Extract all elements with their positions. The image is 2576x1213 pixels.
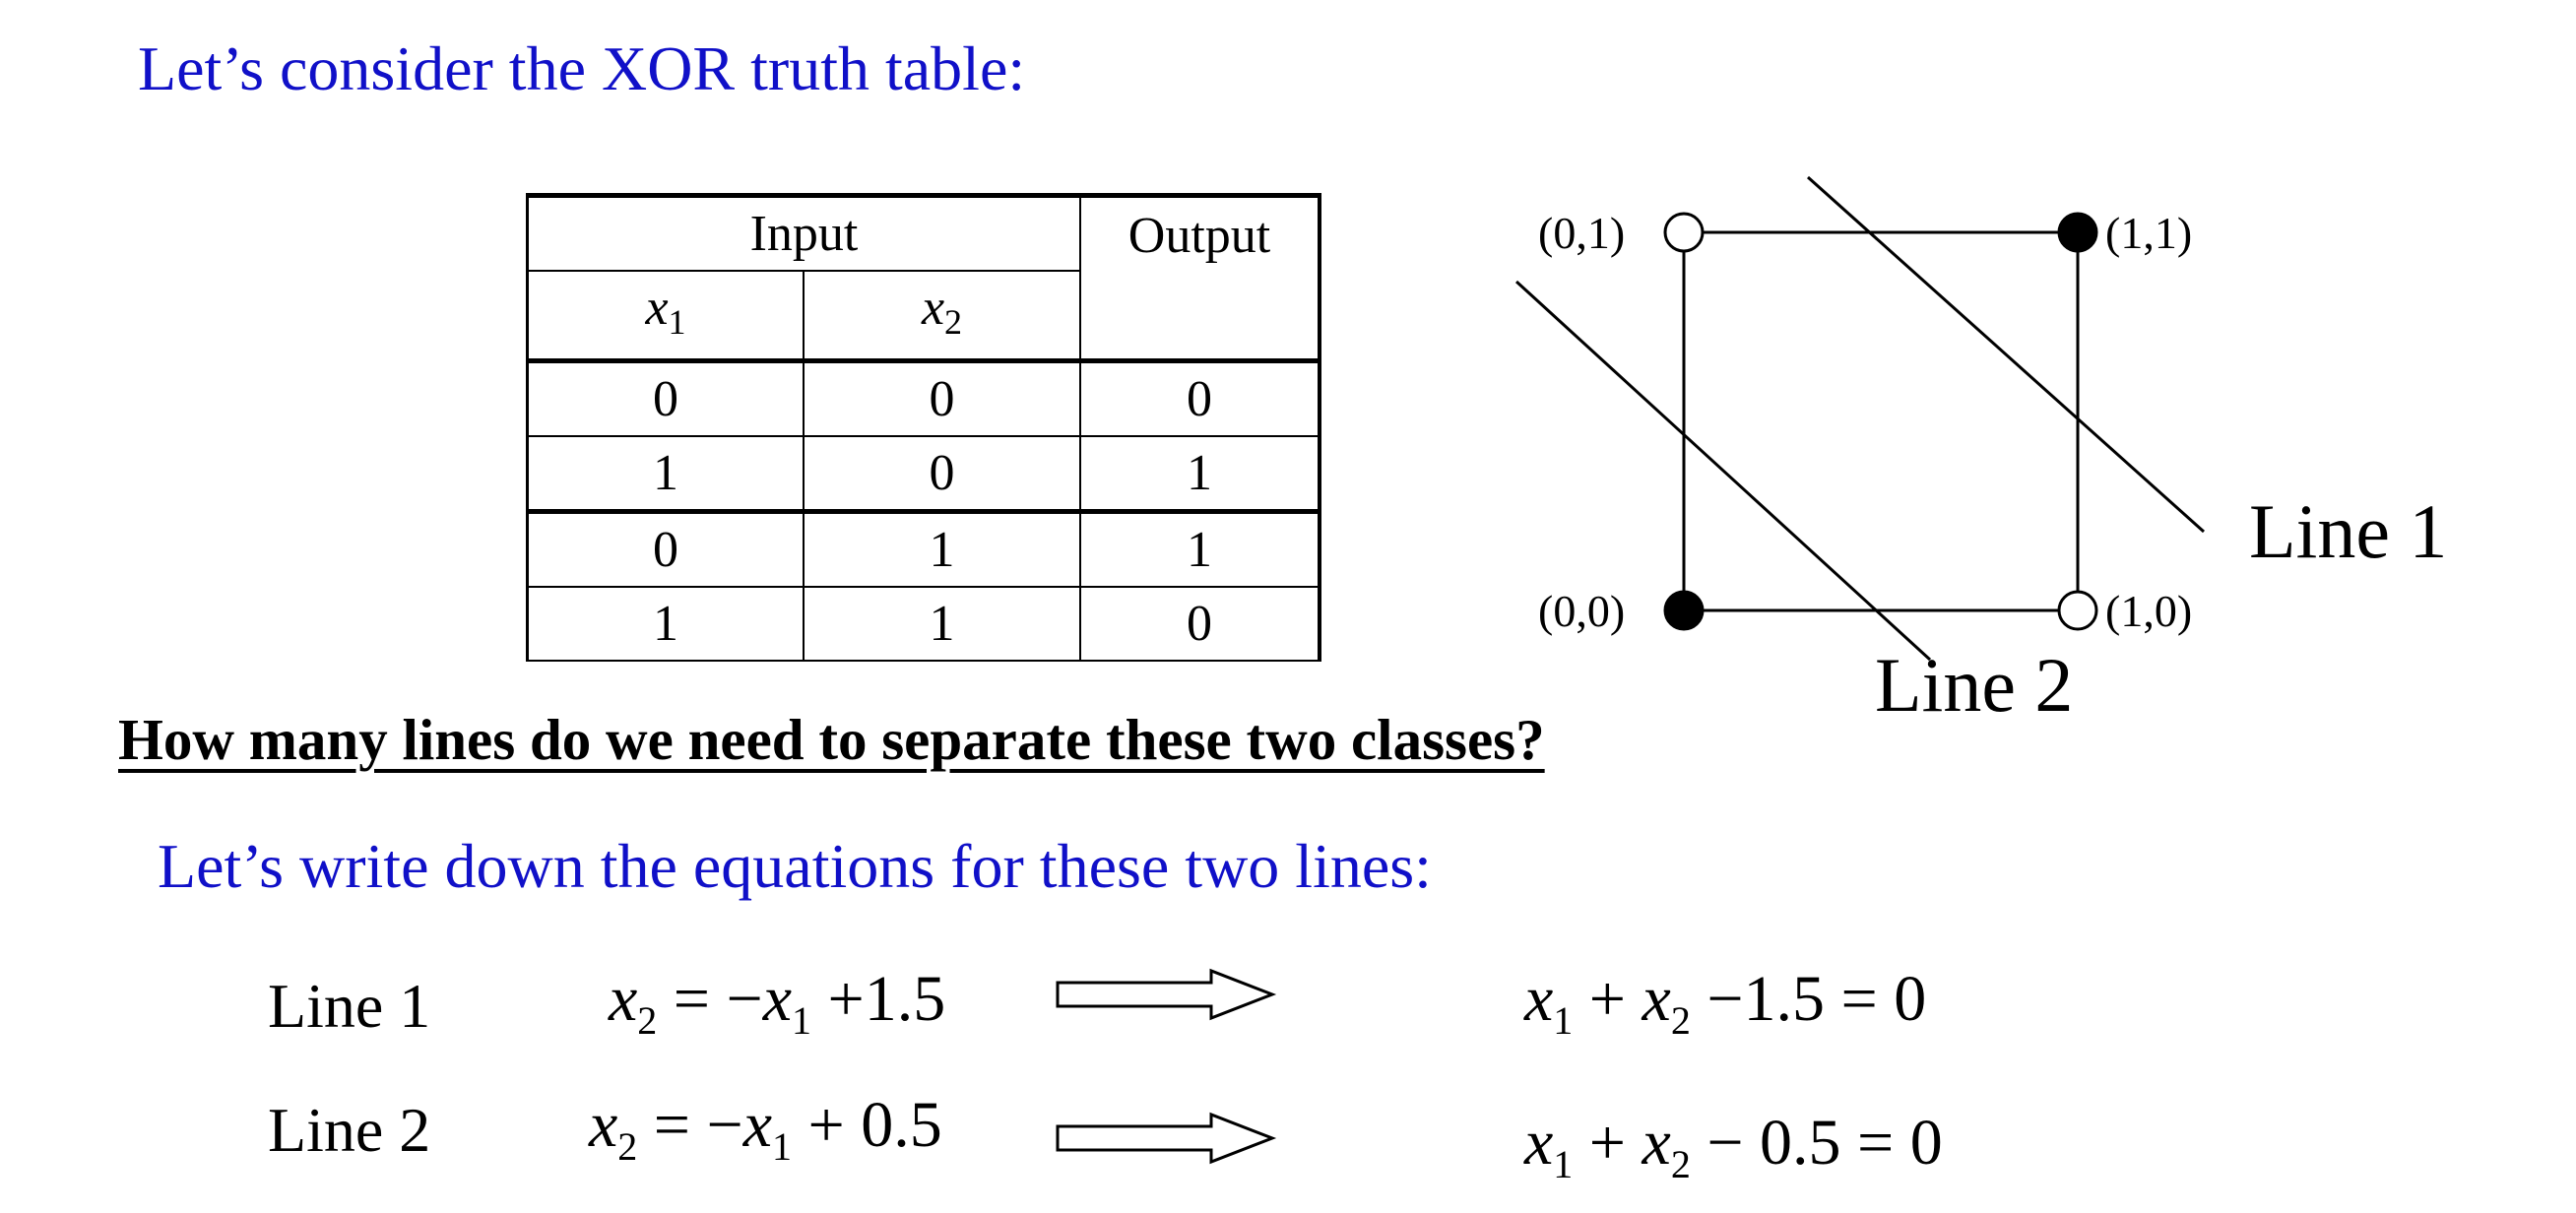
cell-x1: 0 bbox=[528, 512, 805, 588]
x2-header: $x_2$ bbox=[804, 271, 1080, 361]
point-label: (1,0) bbox=[2105, 586, 2193, 636]
cell-x2: 0 bbox=[804, 436, 1080, 512]
line-1-label: Line 1 bbox=[2249, 488, 2448, 574]
table-row bbox=[528, 361, 1320, 437]
cell-x1: 1 bbox=[528, 587, 805, 661]
line-2-label: Line 2 bbox=[1875, 642, 2074, 728]
xor-truth-table bbox=[526, 193, 1321, 662]
equation-name: Line 2 bbox=[268, 1095, 431, 1165]
question-heading: How many lines do we need to separate these two classes? bbox=[118, 707, 1545, 772]
point-label: (0,0) bbox=[1538, 586, 1626, 636]
cell-x2: 1 bbox=[804, 587, 1080, 661]
point-0-0 bbox=[1665, 592, 1703, 629]
equation-lhs: $x_2 = -x_1 +1.5$ bbox=[609, 963, 946, 1043]
cell-output: 1 bbox=[1080, 436, 1320, 512]
equation-result: $x_1 + x_2 -1.5 = 0$ bbox=[1524, 963, 1927, 1043]
cell-output: 0 bbox=[1080, 587, 1320, 661]
cell-output: 1 bbox=[1080, 512, 1320, 588]
table-row bbox=[528, 436, 1320, 512]
input-header: Input bbox=[528, 196, 1081, 272]
equation-name: Line 1 bbox=[268, 971, 431, 1041]
table-row bbox=[528, 587, 1320, 661]
implies-arrow-icon bbox=[1054, 967, 1280, 1022]
point-1-1 bbox=[2059, 214, 2096, 251]
cell-x1: 0 bbox=[528, 361, 805, 437]
implies-arrow-icon bbox=[1054, 1111, 1280, 1166]
cell-x2: 1 bbox=[804, 512, 1080, 588]
equation-result: $x_1 + x_2 - 0.5 = 0$ bbox=[1524, 1107, 1943, 1186]
point-0-1 bbox=[1665, 214, 1703, 251]
point-1-0 bbox=[2059, 592, 2096, 629]
output-header: Output bbox=[1080, 196, 1320, 361]
cell-x1: 1 bbox=[528, 436, 805, 512]
point-label: (1,1) bbox=[2105, 208, 2193, 258]
xor-diagram bbox=[1477, 158, 2560, 768]
cell-x2: 0 bbox=[804, 361, 1080, 437]
equation-lhs: $x_2 = -x_1 + 0.5$ bbox=[589, 1089, 942, 1169]
cell-output: 0 bbox=[1080, 361, 1320, 437]
intro-text: Let’s consider the XOR truth table: bbox=[138, 33, 1026, 103]
equations-intro: Let’s write down the equations for these two lines: bbox=[158, 831, 1432, 901]
table-row bbox=[528, 512, 1320, 588]
x1-header: $x_1$ bbox=[528, 271, 805, 361]
point-label: (0,1) bbox=[1538, 208, 1626, 258]
